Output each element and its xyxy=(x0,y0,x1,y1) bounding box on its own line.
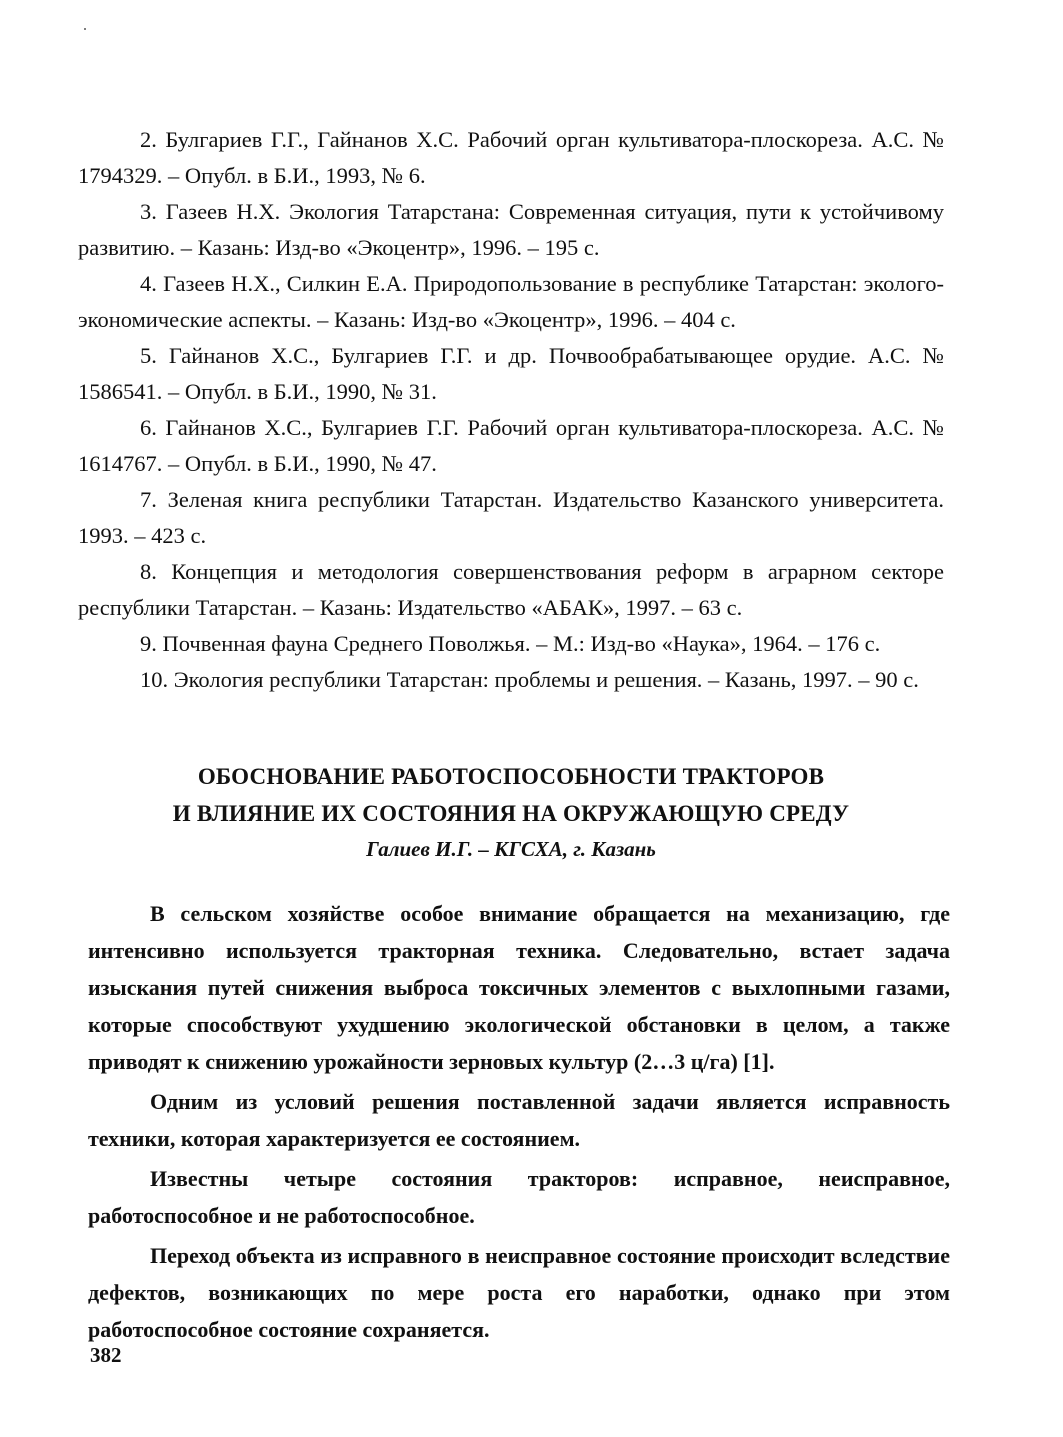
article-header xyxy=(78,758,944,866)
reference-list xyxy=(78,122,944,698)
body-paragraph: В сельском хозяйстве особое внимание обращается на механизацию, где интенсивно используется тракторная техника. Следовательно, встает задача изыскания путей снижения выброса токсичных элементов с выхлопными газами, которые способствуют ухудшению экологической обстановки в целом, а также приводят к снижению урожайности зерновых культур (2…3 ц/га) [1]. xyxy=(88,901,950,1074)
scan-speck xyxy=(84,28,86,30)
reference-item: 10. Экология республики Татарстан: проблемы и решения. – Казань, 1997. – 90 с. xyxy=(140,667,919,692)
article-title-line-1: ОБОСНОВАНИЕ РАБОТОСПОСОБНОСТИ ТРАКТОРОВ xyxy=(197,764,825,789)
body-paragraph: Одним из условий решения поставленной задачи является исправность техники, которая характеризуется ее состоянием. xyxy=(88,1089,950,1151)
article-title-line-2: И ВЛИЯНИЕ ИХ СОСТОЯНИЯ НА ОКРУЖАЮЩУЮ СРЕДУ xyxy=(172,801,850,826)
reference-item: 2. Булгариев Г.Г., Гайнанов Х.С. Рабочий орган культиватора-плоскореза. А.С. № 1794329. – Опубл. в Б.И., 1993, № 6. xyxy=(78,127,944,188)
reference-item: 6. Гайнанов Х.С., Булгариев Г.Г. Рабочий орган культиватора-плоскореза. А.С. № 1614767. – Опубл. в Б.И., 1990, № 47. xyxy=(78,415,944,476)
body-paragraph: Известны четыре состояния тракторов: исправное, неисправное, работоспособное и не работоспособное. xyxy=(88,1166,950,1228)
reference-item: 5. Гайнанов Х.С., Булгариев Г.Г. и др. Почвообрабатывающее орудие. А.С. № 1586541. – Опубл. в Б.И., 1990, № 31. xyxy=(78,343,944,404)
body-paragraph: Переход объекта из исправного в неисправное состояние происходит вследствие дефектов, возникающих по мере роста его наработки, однако при этом работоспособное состояние сохраняется. xyxy=(88,1243,950,1342)
reference-item: 3. Газеев Н.Х. Экология Татарстана: Современная ситуация, пути к устойчивому развитию. – Казань: Изд-во «Экоцентр», 1996. – 195 с. xyxy=(78,199,944,260)
reference-item: 7. Зеленая книга республики Татарстан. Издательство Казанского университета. 1993. – 423 с. xyxy=(78,487,944,548)
article-author: Галиев И.Г. – КГСХА, г. Казань xyxy=(366,837,656,861)
reference-item: 4. Газеев Н.Х., Силкин Е.А. Природопользование в республике Татарстан: эколого-экономические аспекты. – Казань: Изд-во «Экоцентр», 1996. – 404 с. xyxy=(78,271,944,332)
article-body xyxy=(88,895,950,1351)
page-number: 382 xyxy=(90,1343,122,1367)
reference-item: 8. Концепция и методология совершенствования реформ в аграрном секторе республики Татарстан. – Казань: Издательство «АБАК», 1997. – 63 с. xyxy=(78,559,944,620)
reference-item: 9. Почвенная фауна Среднего Поволжья. – М.: Изд-во «Наука», 1964. – 176 с. xyxy=(140,631,881,656)
